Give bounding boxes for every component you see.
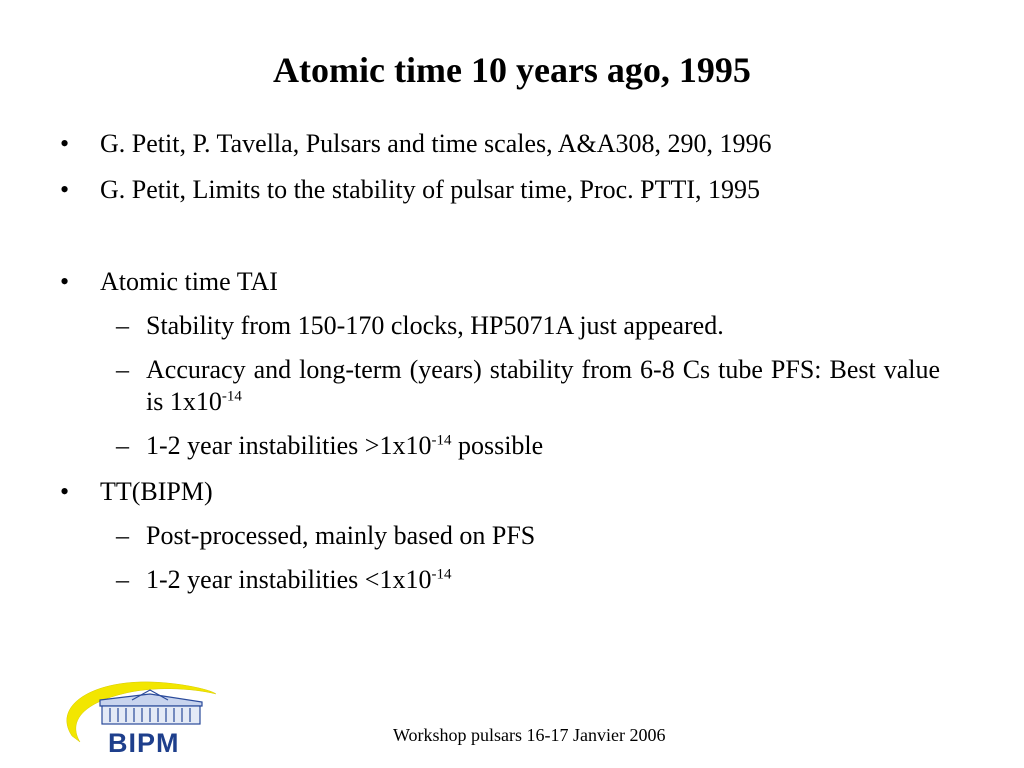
bullet-item (60, 174, 940, 206)
sub-stability: Stability from 150-170 clocks, HP5071A just appeared. (146, 311, 724, 340)
dash-marker: – (116, 521, 129, 550)
bullet-item (60, 266, 940, 462)
logo-text: BIPM (108, 728, 180, 758)
bullet-item (60, 476, 940, 596)
dash-marker: – (116, 431, 129, 460)
exponent: -14 (221, 388, 242, 405)
reference-petit-ptti: G. Petit, Limits to the stability of pulsar time, Proc. PTTI, 1995 (100, 175, 761, 204)
bullet-tt-bipm: TT(BIPM) (100, 477, 213, 506)
exponent: -14 (431, 432, 452, 449)
sub-post-processed: Post-processed, mainly based on PFS (146, 521, 536, 550)
reference-petit-tavella: G. Petit, P. Tavella, Pulsars and time scales, A&A308, 290, 1996 (100, 129, 772, 158)
sub-instabilities-post: possible (451, 431, 544, 460)
sub-item (60, 354, 940, 418)
sub-accuracy: Accuracy and long-term (years) stability from 6-8 Cs tube PFS: Best value is 1x10 (146, 355, 940, 416)
bullet-atomic-time-tai: Atomic time TAI (100, 267, 278, 296)
footer-text: Workshop pulsars 16-17 Janvier 2006 (393, 725, 666, 745)
bullet-marker: • (60, 129, 70, 158)
exponent: -14 (431, 566, 452, 583)
bullet-marker: • (60, 477, 70, 506)
sub-list (100, 310, 940, 462)
sub-instabilities-pre: 1-2 year instabilities >1x10 (146, 431, 432, 460)
dash-marker: – (116, 355, 129, 384)
sub-instabilities: 1-2 year instabilities <1x10 (146, 565, 432, 594)
bullet-item (60, 128, 940, 160)
sub-item (60, 310, 940, 342)
dash-marker: – (116, 565, 129, 594)
sub-item (60, 520, 940, 552)
slide-content (60, 128, 940, 610)
sub-item (60, 564, 940, 596)
bullet-marker: • (60, 267, 70, 296)
bullet-marker: • (60, 175, 70, 204)
sub-item (60, 430, 940, 462)
slide-title: Atomic time 10 years ago, 1995 (273, 50, 751, 90)
dash-marker: – (116, 311, 129, 340)
sub-list (100, 520, 940, 596)
